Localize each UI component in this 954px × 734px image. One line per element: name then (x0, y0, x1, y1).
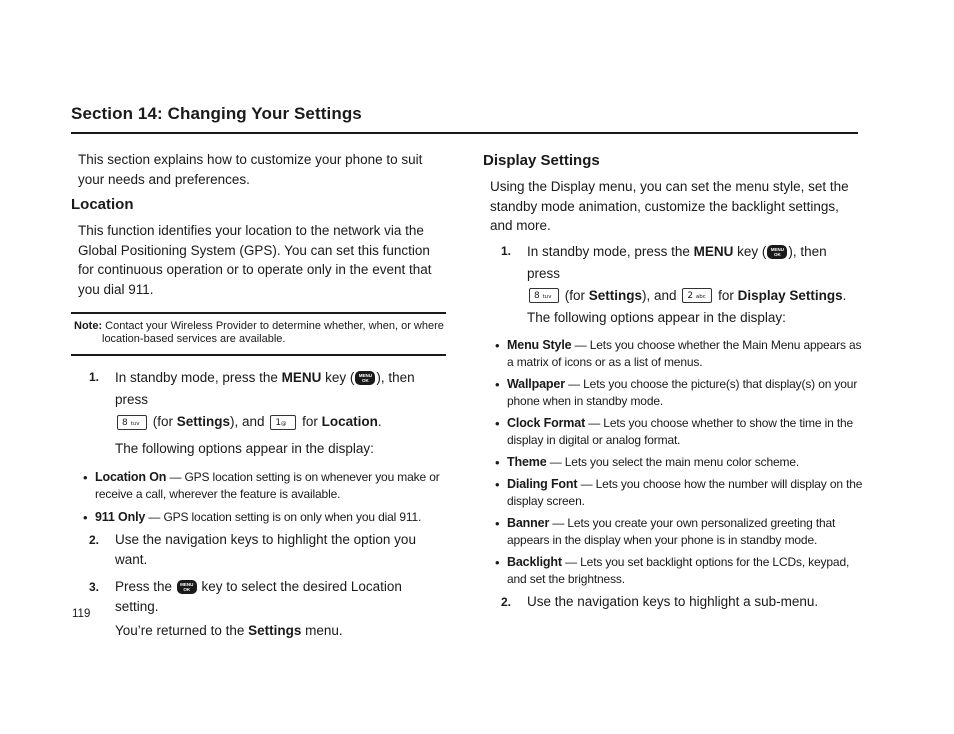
key-letters: @ (281, 420, 287, 427)
settings-word: Settings (248, 623, 302, 638)
bullet-icon: • (495, 376, 500, 392)
display-settings-heading: Display Settings (483, 152, 600, 169)
menu-key-top: MENU (180, 582, 194, 588)
menu-key-bottom: OK (774, 251, 781, 257)
key-8-icon (529, 288, 559, 303)
option-text: — Lets you create your own personalized greeting that appears in the display when your phone is in standby mode. (507, 515, 836, 547)
display-options-list (495, 337, 863, 588)
key-letters: tuv (542, 294, 552, 301)
list-item (83, 469, 446, 503)
step-text: You’re returned to the (115, 623, 249, 638)
step-number: 2. (501, 594, 512, 609)
bullet-icon: • (495, 554, 500, 570)
title-divider (71, 132, 858, 134)
display-settings-word: Display Settings (737, 287, 843, 303)
menu-key-top: MENU (358, 373, 372, 379)
bullet-icon: • (495, 476, 500, 492)
list-item (495, 337, 863, 371)
intro-paragraph: This section explains how to customize your phone to suit your needs and preferences. (78, 152, 423, 187)
option-term: Theme (507, 454, 547, 469)
step-text: for (714, 287, 738, 303)
key-8-icon (117, 415, 147, 430)
key-digit: 8 (534, 291, 540, 302)
step-follow-text: The following options appear in the display: (115, 441, 374, 456)
step-text: for (298, 414, 322, 429)
menu-key-bottom: OK (362, 378, 369, 384)
bullet-icon: • (495, 337, 500, 353)
display-description: Using the Display menu, you can set the menu style, set the standby mode animation, customize the backlight settings, and more. (490, 179, 849, 233)
right-column (483, 150, 863, 612)
list-item (495, 415, 863, 449)
menu-ok-key-icon (177, 580, 197, 594)
option-text: — Lets you choose whether to show the time in the display in digital or analog format. (507, 415, 854, 447)
step-number: 1. (89, 370, 100, 384)
list-item (495, 376, 863, 410)
option-text: — Lets you choose the picture(s) that display(s) on your phone when in standby mode. (507, 376, 858, 408)
key-letters: tuv (130, 420, 140, 427)
step-text: ), and (230, 414, 269, 429)
location-heading: Location (71, 196, 134, 213)
option-term: Wallpaper (507, 376, 565, 391)
bullet-icon: • (495, 515, 500, 531)
option-term: Menu Style (507, 337, 572, 352)
location-step-2 (71, 530, 446, 570)
bullet-icon: • (495, 454, 500, 470)
option-text: — Lets you set backlight options for the LCDs, keypad, and set the brightness. (507, 554, 850, 586)
menu-key-top: MENU (770, 246, 784, 252)
key-2-icon (682, 288, 712, 303)
menu-word: MENU (693, 243, 734, 259)
list-item (83, 509, 446, 526)
settings-word: Settings (588, 287, 643, 303)
location-step-3 (71, 577, 446, 641)
option-text: — GPS location setting is on only when you dial 911. (145, 510, 422, 524)
step-number: 2. (89, 533, 100, 547)
step-text: (for (561, 287, 589, 303)
key-1-icon (270, 415, 296, 430)
step-text: ), and (642, 287, 681, 303)
note-label: Note: (74, 320, 103, 332)
step-text: ), then press (115, 370, 415, 407)
step-text: key ( (733, 243, 767, 259)
location-options-list (83, 469, 446, 526)
location-word: Location (321, 414, 378, 429)
list-item (495, 476, 863, 510)
step-text: In standby mode, press the (527, 243, 694, 259)
left-column (71, 150, 446, 641)
option-term: 911 Only (95, 510, 146, 524)
option-text: — Lets you choose how the number will display on the display screen. (507, 476, 863, 508)
key-digit: 8 (122, 417, 128, 428)
settings-word: Settings (176, 414, 231, 429)
menu-word: MENU (281, 370, 322, 385)
bullet-icon: • (495, 415, 500, 431)
note-text: Contact your Wireless Provider to determine whether, when, or where location-based services are available. (102, 320, 444, 345)
step-text: key ( (321, 370, 355, 385)
option-term: Location On (95, 470, 167, 484)
location-description: This function identifies your location to the network via the Global Positioning System (GPS). You can set this function for continuous operation or to operate only in the event that you dial 911. (78, 223, 432, 297)
step-text: key to select the desired Location setting. (115, 579, 402, 614)
option-term: Dialing Font (507, 476, 578, 491)
list-item (495, 454, 863, 471)
option-text: — Lets you choose whether the Main Menu appears as a matrix of icons or as a list of menus. (507, 337, 862, 369)
option-term: Banner (507, 515, 550, 530)
step-text: menu. (301, 623, 343, 638)
option-term: Backlight (507, 554, 562, 569)
step-text: ), then press (527, 243, 827, 281)
step-number: 1. (501, 243, 512, 258)
bullet-icon: • (83, 510, 88, 525)
step-text: . (377, 414, 382, 429)
step-text: Use the navigation keys to highlight the option you want. (115, 532, 416, 567)
step-text: (for (149, 414, 177, 429)
step-text: Use the navigation keys to highlight a sub-menu. (527, 593, 819, 609)
step-text: Press the (115, 579, 176, 594)
key-digit: 2 (687, 291, 694, 302)
display-step-2 (483, 592, 863, 612)
menu-key-bottom: OK (183, 587, 191, 593)
note-box (71, 312, 446, 356)
list-item (495, 554, 863, 588)
section-title: Section 14: Changing Your Settings (71, 104, 362, 123)
step-text: . The following options appear in the display: (527, 287, 847, 325)
key-letters: abc (695, 294, 706, 301)
display-step-1 (483, 241, 863, 588)
step-number: 3. (89, 580, 100, 594)
option-text: — GPS location setting is on whenever you make or receive a call, wherever the feature is available. (95, 470, 440, 501)
menu-ok-key-icon (355, 371, 375, 385)
step-text: In standby mode, press the (115, 370, 282, 385)
menu-ok-key-icon (767, 245, 787, 259)
key-digit: 1 (275, 417, 282, 428)
option-text: — Lets you select the main menu color scheme. (546, 454, 800, 469)
page-number: 119 (72, 608, 91, 620)
bullet-icon: • (83, 470, 88, 485)
note (74, 320, 446, 346)
location-step-1 (71, 367, 446, 526)
list-item (495, 515, 863, 549)
option-term: Clock Format (507, 415, 586, 430)
